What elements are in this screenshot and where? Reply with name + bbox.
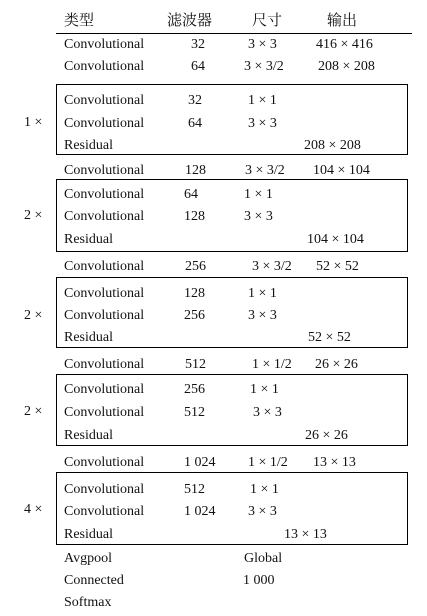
repeat-label: 2 × <box>24 208 43 223</box>
header-type: 类型 <box>64 13 95 29</box>
cell-size: 3 × 3 <box>248 37 277 52</box>
cell-output: 208 × 208 <box>304 138 361 153</box>
repeat-label: 2 × <box>24 404 43 419</box>
cell-filters: 1 024 <box>184 504 216 519</box>
cell-size: 3 × 3/2 <box>252 259 292 274</box>
cell-type: Convolutional <box>64 59 145 74</box>
cell-filters: 256 <box>184 308 205 323</box>
cell-filters: 128 <box>185 163 206 178</box>
cell-type: Residual <box>64 138 113 153</box>
cell-output: 104 × 104 <box>307 232 364 247</box>
cell-size: 1 × 1 <box>250 382 279 397</box>
cell-type: Convolutional <box>64 163 145 178</box>
cell-type: Convolutional <box>64 209 145 224</box>
cell-type: Convolutional <box>64 455 145 470</box>
header-filters: 滤波器 <box>167 13 213 29</box>
cell-output: 208 × 208 <box>318 59 375 74</box>
header-size: 尺寸 <box>252 13 283 29</box>
cell-type: Residual <box>64 330 113 345</box>
cell-output: 52 × 52 <box>316 259 359 274</box>
cell-filters: 64 <box>191 59 205 74</box>
cell-size: 3 × 3 <box>244 209 273 224</box>
cell-output: 104 × 104 <box>313 163 370 178</box>
cell-size: 3 × 3/2 <box>244 59 284 74</box>
cell-type: Convolutional <box>64 382 145 397</box>
cell-size: 1 × 1 <box>248 286 277 301</box>
cell-type: Convolutional <box>64 504 145 519</box>
cell-type: Residual <box>64 232 113 247</box>
repeat-label: 4 × <box>24 502 43 517</box>
cell-filters: 32 <box>191 37 205 52</box>
cell-output: 13 × 13 <box>313 455 356 470</box>
cell-type: Convolutional <box>64 187 145 202</box>
cell-type: Convolutional <box>64 93 145 108</box>
header-output: 输出 <box>327 13 358 29</box>
cell-size: 1 × 1 <box>248 93 277 108</box>
cell-filters: 256 <box>185 259 206 274</box>
cell-output: 416 × 416 <box>316 37 373 52</box>
cell-type: Convolutional <box>64 482 145 497</box>
cell-size: 1 × 1/2 <box>252 357 292 372</box>
cell-type: Residual <box>64 428 113 443</box>
cell-type: Convolutional <box>64 308 145 323</box>
cell-size: 3 × 3 <box>248 308 277 323</box>
cell-type: Avgpool <box>64 551 112 566</box>
cell-size: 1 × 1 <box>244 187 273 202</box>
cell-type: Softmax <box>64 595 112 610</box>
cell-filters: 1 024 <box>184 455 216 470</box>
cell-filters: 256 <box>184 382 205 397</box>
cell-filters: 512 <box>184 405 205 420</box>
repeat-label: 2 × <box>24 308 43 323</box>
cell-size: 3 × 3 <box>248 116 277 131</box>
cell-filters: 512 <box>184 482 205 497</box>
cell-size: 3 × 3 <box>253 405 282 420</box>
cell-output: 13 × 13 <box>284 527 327 542</box>
cell-filters: 512 <box>185 357 206 372</box>
cell-size: 3 × 3 <box>248 504 277 519</box>
cell-filters: 64 <box>188 116 202 131</box>
header-rule <box>56 33 412 34</box>
cell-type: Convolutional <box>64 116 145 131</box>
cell-type: Convolutional <box>64 286 145 301</box>
cell-type: Convolutional <box>64 259 145 274</box>
cell-filters: 64 <box>184 187 198 202</box>
cell-size: 1 000 <box>243 573 275 588</box>
cell-filters: 128 <box>184 286 205 301</box>
cell-size: 1 × 1 <box>250 482 279 497</box>
cell-output: 26 × 26 <box>315 357 358 372</box>
cell-output: 52 × 52 <box>308 330 351 345</box>
cell-type: Residual <box>64 527 113 542</box>
cell-type: Convolutional <box>64 405 145 420</box>
cell-size: Global <box>244 551 283 566</box>
cell-filters: 32 <box>188 93 202 108</box>
cell-output: 26 × 26 <box>305 428 348 443</box>
repeat-label: 1 × <box>24 115 43 130</box>
cell-type: Convolutional <box>64 37 145 52</box>
cell-size: 3 × 3/2 <box>245 163 285 178</box>
cell-type: Convolutional <box>64 357 145 372</box>
cell-size: 1 × 1/2 <box>248 455 288 470</box>
cell-filters: 128 <box>184 209 205 224</box>
cell-type: Connected <box>64 573 124 588</box>
